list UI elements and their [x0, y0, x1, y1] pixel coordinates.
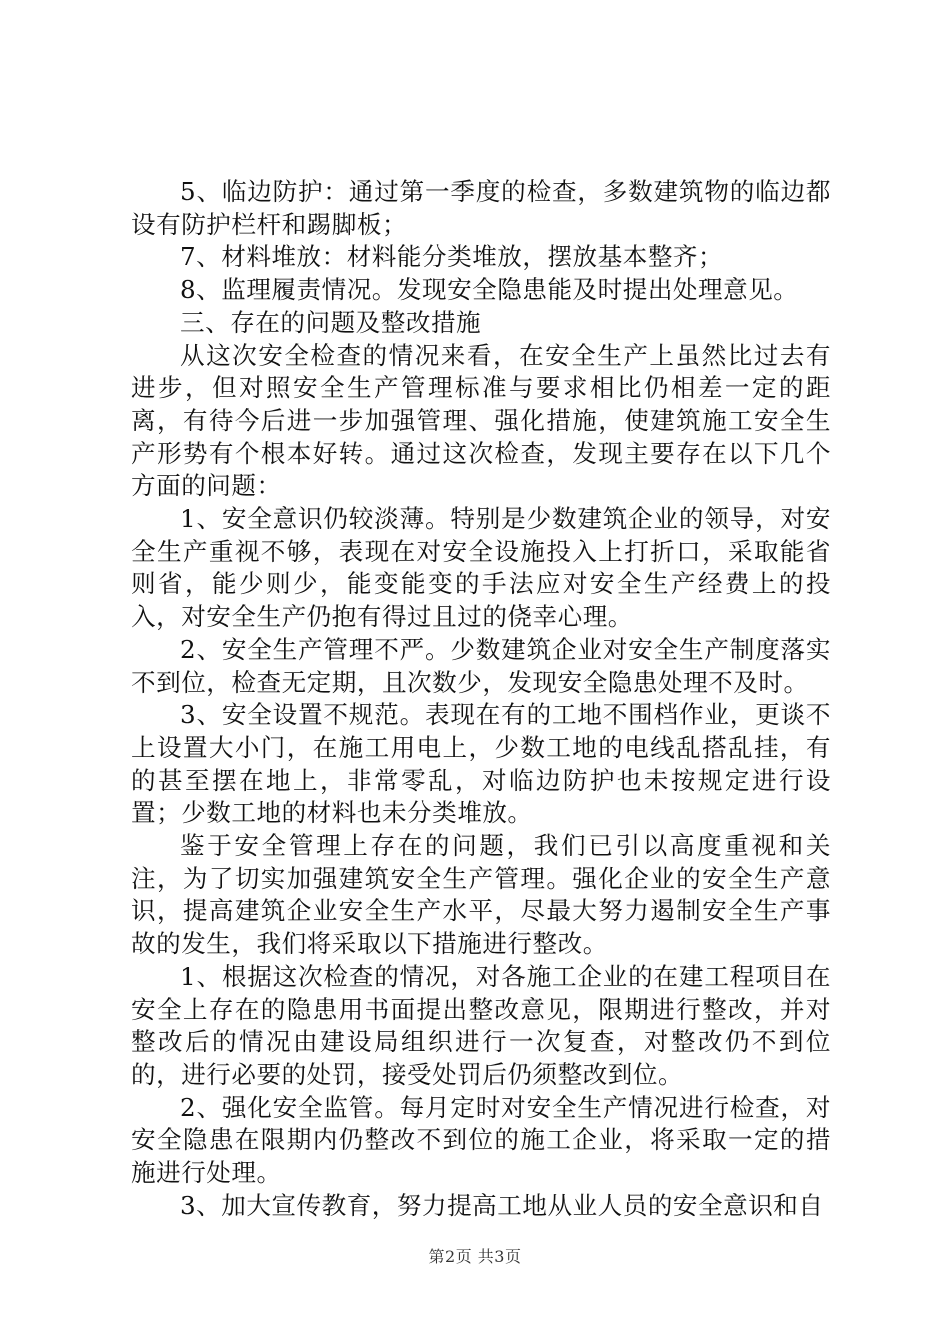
paragraph-problem-management: 2、安全生产管理不严。少数建筑企业对安全生产制度落实不到位，检查无定期，且次数少，发现安全隐患处理不及时。	[131, 634, 831, 697]
paragraph-edge-protection: 5、临边防护：通过第一季度的检查，多数建筑物的临边都设有防护栏杆和踢脚板；	[131, 177, 831, 239]
paragraph-rectification-intro: 鉴于安全管理上存在的问题，我们已引以高度重视和关注，为了切实加强建筑安全生产管理。强化企业的安全生产意识，提高建筑企业安全生产水平，尽最大努力遏制安全生产事故的发生，我们将采取以下措施进行整改。	[131, 831, 831, 959]
page-number-footer: 第2页 共3页	[428, 1247, 522, 1266]
section-heading-problems: 三、存在的问题及整改措施	[180, 307, 482, 337]
paragraph-problem-awareness: 1、安全意识仍较淡薄。特别是少数建筑企业的领导，对安全生产重视不够，表现在对安全设施投入上打折口，采取能省则省，能少则少，能变能变的手法应对安全生产经费上的投入，对安全生产仍抱有得过且过的侥幸心理。	[131, 504, 831, 632]
paragraph-measure-supervision: 2、强化安全监管。每月定时对安全生产情况进行检查，对安全隐患在限期内仍整改不到位的施工企业，将采取一定的措施进行处理。	[131, 1092, 831, 1188]
paragraph-problem-settings: 3、安全设置不规范。表现在有的工地不围档作业，更谈不上设置大小门，在施工用电上，少数工地的电线乱搭乱挂，有的甚至摆在地上，非常零乱，对临边防护也未按规定进行设置；少数工地的材料也未分类堆放。	[131, 700, 831, 828]
paragraph-measure-education: 3、加大宣传教育，努力提高工地从业人员的安全意识和自	[180, 1190, 824, 1220]
paragraph-inspection-summary: 从这次安全检查的情况来看，在安全生产上虽然比过去有进步，但对照安全生产管理标准与要求相比仍相差一定的距离，有待今后进一步加强管理、强化措施，使建筑施工安全生产形势有个根本好转。通过这次检查，发现主要存在以下几个方面的问题：	[131, 340, 831, 501]
paragraph-material-stacking: 7、材料堆放：材料能分类堆放，摆放基本整齐；	[180, 242, 724, 272]
document-body	[131, 176, 831, 1223]
paragraph-supervision-duty: 8、监理履责情况。发现安全隐患能及时提出处理意见。	[180, 275, 799, 305]
paragraph-measure-inspection: 1、根据这次检查的情况，对各施工企业的在建工程项目在安全上存在的隐患用书面提出整改意见，限期进行整改，并对整改后的情况由建设局组织进行一次复查，对整改仍不到位的，进行必要的处罚，接受处罚后仍须整改到位。	[131, 961, 831, 1089]
